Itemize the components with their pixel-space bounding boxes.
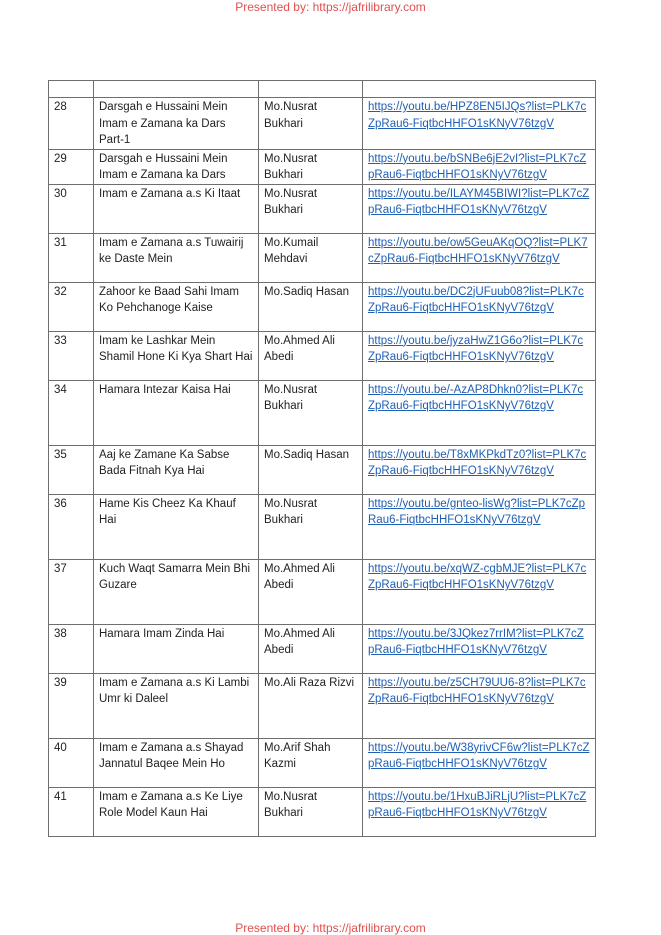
cell-title: Kuch Waqt Samarra Mein Bhi Guzare (94, 559, 259, 624)
table-row (49, 673, 596, 738)
cell-video-link[interactable]: https://youtu.be/W38yrivCF6w?list=PLK7cZpRau6-FiqtbcHHFO1sKNyV76tzgV (363, 738, 596, 787)
cell-title: Hamara Imam Zinda Hai (94, 624, 259, 673)
cell-video-link[interactable]: https://youtu.be/DC2jUFuub08?list=PLK7cZpRau6-FiqtbcHHFO1sKNyV76tzgV (363, 282, 596, 331)
empty-header-row (49, 81, 596, 98)
cell-video-link[interactable]: https://youtu.be/ow5GeuAKqOQ?list=PLK7cZpRau6-FiqtbcHHFO1sKNyV76tzgV (363, 233, 596, 282)
cell-number: 29 (49, 149, 94, 184)
cell-speaker: Mo.Ali Raza Rizvi (259, 673, 363, 738)
cell-number: 32 (49, 282, 94, 331)
cell-number: 35 (49, 445, 94, 494)
cell-speaker: Mo.Nusrat Bukhari (259, 149, 363, 184)
cell-speaker: Mo.Ahmed Ali Abedi (259, 331, 363, 380)
cell-title: Imam e Zamana a.s Ki Itaat (94, 184, 259, 233)
table-row (49, 787, 596, 836)
table-row (49, 149, 596, 184)
cell-speaker: Mo.Sadiq Hasan (259, 445, 363, 494)
cell-video-link[interactable]: https://youtu.be/xqWZ-cgbMJE?list=PLK7cZpRau6-FiqtbcHHFO1sKNyV76tzgV (363, 559, 596, 624)
cell-video-link[interactable]: https://youtu.be/T8xMKPkdTz0?list=PLK7cZpRau6-FiqtbcHHFO1sKNyV76tzgV (363, 445, 596, 494)
cell-number: 36 (49, 494, 94, 559)
table-row (49, 184, 596, 233)
table-row (49, 738, 596, 787)
cell-video-link[interactable]: https://youtu.be/1HxuBJiRLjU?list=PLK7cZpRau6-FiqtbcHHFO1sKNyV76tzgV (363, 787, 596, 836)
cell-number: 37 (49, 559, 94, 624)
table-row (49, 331, 596, 380)
cell-speaker: Mo.Ahmed Ali Abedi (259, 559, 363, 624)
cell-number: 28 (49, 98, 94, 150)
cell-number: 40 (49, 738, 94, 787)
cell-title: Imam e Zamana a.s Ki Lambi Umr ki Daleel (94, 673, 259, 738)
cell-title: Imam e Zamana a.s Shayad Jannatul Baqee Mein Ho (94, 738, 259, 787)
cell-number: 39 (49, 673, 94, 738)
cell-title: Hamara Intezar Kaisa Hai (94, 380, 259, 445)
cell-speaker: Mo.Arif Shah Kazmi (259, 738, 363, 787)
cell-video-link[interactable]: https://youtu.be/3JQkez7rrIM?list=PLK7cZpRau6-FiqtbcHHFO1sKNyV76tzgV (363, 624, 596, 673)
table-row (49, 98, 596, 150)
cell-speaker: Mo.Nusrat Bukhari (259, 184, 363, 233)
footer-banner: Presented by: https://jafrilibrary.com (235, 921, 426, 935)
cell-video-link[interactable]: https://youtu.be/gnteo-lisWg?list=PLK7cZpRau6-FiqtbcHHFO1sKNyV76tzgV (363, 494, 596, 559)
cell-video-link[interactable]: https://youtu.be/ILAYM45BIWI?list=PLK7cZpRau6-FiqtbcHHFO1sKNyV76tzgV (363, 184, 596, 233)
cell-title: Imam ke Lashkar Mein Shamil Hone Ki Kya Shart Hai (94, 331, 259, 380)
cell-speaker: Mo.Nusrat Bukhari (259, 787, 363, 836)
cell-speaker: Mo.Ahmed Ali Abedi (259, 624, 363, 673)
video-links-table (48, 80, 596, 837)
cell-title: Hame Kis Cheez Ka Khauf Hai (94, 494, 259, 559)
table-row (49, 233, 596, 282)
cell-number: 34 (49, 380, 94, 445)
table-row (49, 494, 596, 559)
cell-speaker: Mo.Sadiq Hasan (259, 282, 363, 331)
cell-video-link[interactable]: https://youtu.be/HPZ8EN5IJQs?list=PLK7cZpRau6-FiqtbcHHFO1sKNyV76tzgV (363, 98, 596, 150)
cell-title: Darsgah e Hussaini Mein Imam e Zamana ka Dars Part-1 (94, 98, 259, 150)
cell-title: Darsgah e Hussaini Mein Imam e Zamana ka Dars (94, 149, 259, 184)
cell-title: Imam e Zamana a.s Ke Liye Role Model Kaun Hai (94, 787, 259, 836)
cell-title: Zahoor ke Baad Sahi Imam Ko Pehchanoge Kaise (94, 282, 259, 331)
cell-number: 30 (49, 184, 94, 233)
empty-cell (259, 81, 363, 98)
cell-video-link[interactable]: https://youtu.be/bSNBe6jE2vI?list=PLK7cZpRau6-FiqtbcHHFO1sKNyV76tzgV (363, 149, 596, 184)
cell-speaker: Mo.Nusrat Bukhari (259, 494, 363, 559)
cell-number: 33 (49, 331, 94, 380)
table-row (49, 380, 596, 445)
header-banner: Presented by: https://jafrilibrary.com (235, 0, 426, 14)
cell-number: 41 (49, 787, 94, 836)
cell-video-link[interactable]: https://youtu.be/-AzAP8Dhkn0?list=PLK7cZpRau6-FiqtbcHHFO1sKNyV76tzgV (363, 380, 596, 445)
cell-number: 31 (49, 233, 94, 282)
cell-video-link[interactable]: https://youtu.be/z5CH79UU6-8?list=PLK7cZpRau6-FiqtbcHHFO1sKNyV76tzgV (363, 673, 596, 738)
table-row (49, 445, 596, 494)
table-row (49, 559, 596, 624)
table-row (49, 282, 596, 331)
empty-cell (49, 81, 94, 98)
cell-title: Aaj ke Zamane Ka Sabse Bada Fitnah Kya Hai (94, 445, 259, 494)
cell-speaker: Mo.Kumail Mehdavi (259, 233, 363, 282)
cell-video-link[interactable]: https://youtu.be/jyzaHwZ1G6o?list=PLK7cZpRau6-FiqtbcHHFO1sKNyV76tzgV (363, 331, 596, 380)
cell-number: 38 (49, 624, 94, 673)
table-row (49, 624, 596, 673)
cell-title: Imam e Zamana a.s Tuwairij ke Daste Mein (94, 233, 259, 282)
empty-cell (94, 81, 259, 98)
cell-speaker: Mo.Nusrat Bukhari (259, 380, 363, 445)
empty-cell (363, 81, 596, 98)
cell-speaker: Mo.Nusrat Bukhari (259, 98, 363, 150)
